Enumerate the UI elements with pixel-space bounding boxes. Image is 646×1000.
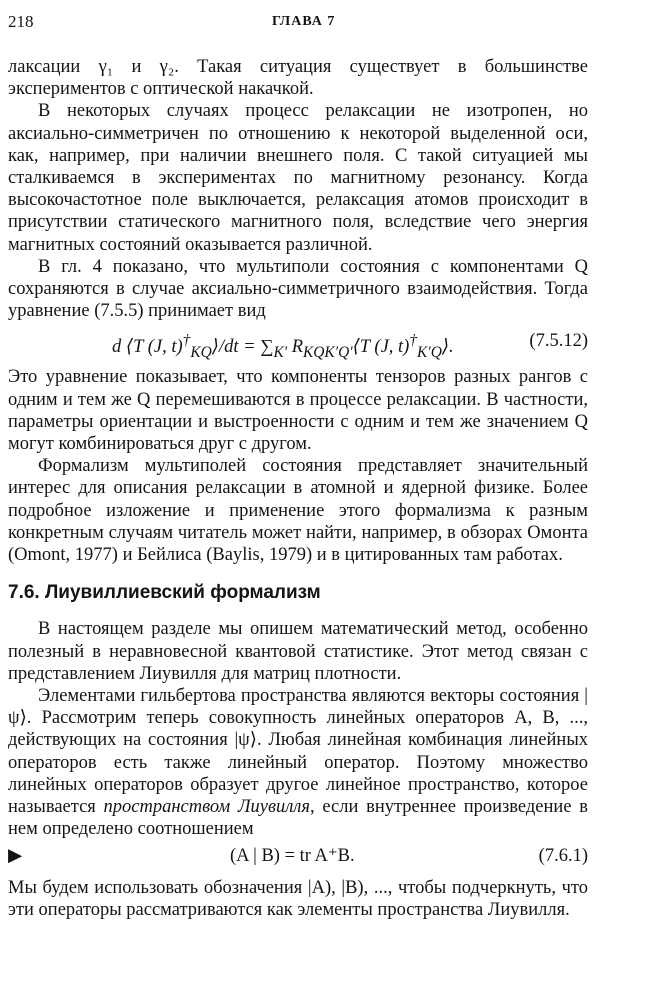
paragraph: В настоящем разделе мы опишем математический метод, особенно полезный в неравновесной квантовой статистике. Этот метод связан с представлением Лиувилля для матриц плотности. [8,619,588,684]
equation-7-6-1 [8,843,588,873]
paragraph [8,685,588,840]
paragraph: лаксации γ₁ и γ₂. Такая ситуация существует в большинстве экспериментов с оптической накачкой. [8,57,588,100]
paragraph: Это уравнение показывает, что компоненты тензоров разных рангов с одним и тем же Q перемешиваются в процессе релаксации. В частности, параметры ориентации и выстроенности с одним и тем же значением Q могут комбинироваться друг с другом. [8,367,588,455]
italic-term: пространством Лиувилля, [103,797,315,818]
paragraph-text: если внутреннее произведение в нем определено соотношением [8,797,588,840]
chapter-title: ГЛАВА 7 [272,14,336,29]
paragraph: В некоторых случаях процесс релаксации не изотропен, но аксиально-симметричен по отношению к некоторой выделенной оси, как, например, при наличии внешнего поля. С такой ситуацией мы сталкиваемся в экспериментах по магнитному резонансу. Когда высокочастотное поле выключается, релаксация атомов происходит в присутствии статического магнитного поля, вследствие чего энергия магнитных состояний оказывается различной. [8,101,588,255]
equation-formula: d ⟨T (J, $t)^\dagger_{KQ}⟩/dt = \sum_{K'}$ $R_{KQK'Q'}⟨T$ (J, $t)^\dagger_{K'Q}⟩$. [112,332,454,362]
equation-7-5-12 [8,324,588,362]
equation-formula: (A | B) = tr A⁺B. [230,845,355,866]
paragraph: В гл. 4 показано, что мультиполи состояния с компонентами Q сохраняются в случае аксиально-симметричного взаимодействия. Тогда уравнение (7.5.5) принимает вид [8,256,588,322]
equation-number: (7.5.12) [529,331,588,352]
page-number: 218 [8,12,34,31]
triangle-marker-icon: ▶ [8,845,23,866]
paragraph: Формализм мультиполей состояния представляет значительный интерес для описания релаксации в атомной и ядерной физике. Более подробное изложение и применение этого формализма к разным конкретным случаям читатель может найти, например, в обзорах Омонта (Omont, 1977) и Бейлиса (Baylis, 1979) и в цитированных там работах. [8,456,588,566]
page-header [8,12,638,36]
equation-number: (7.6.1) [538,845,588,866]
section-heading: 7.6. Лиувиллиевский формализм [8,582,321,604]
paragraph-text: Элементами гильбертова пространства являются векторы состояния |ψ⟩. Рассмотрим теперь совокупность линейных операторов A, B, ..., действующих на состояния |ψ⟩. Любая линейная комбинация линейных операторов есть также линейный оператор. Поэтому множество линейных операторов образует другое линейное пространство, которое называется [8,686,588,818]
text-body [8,56,588,921]
paragraph: Мы будем использовать обозначения |A), |B), ..., чтобы подчеркнуть, что эти операторы рассматриваются как элементы пространства Лиувилля. [8,877,588,920]
